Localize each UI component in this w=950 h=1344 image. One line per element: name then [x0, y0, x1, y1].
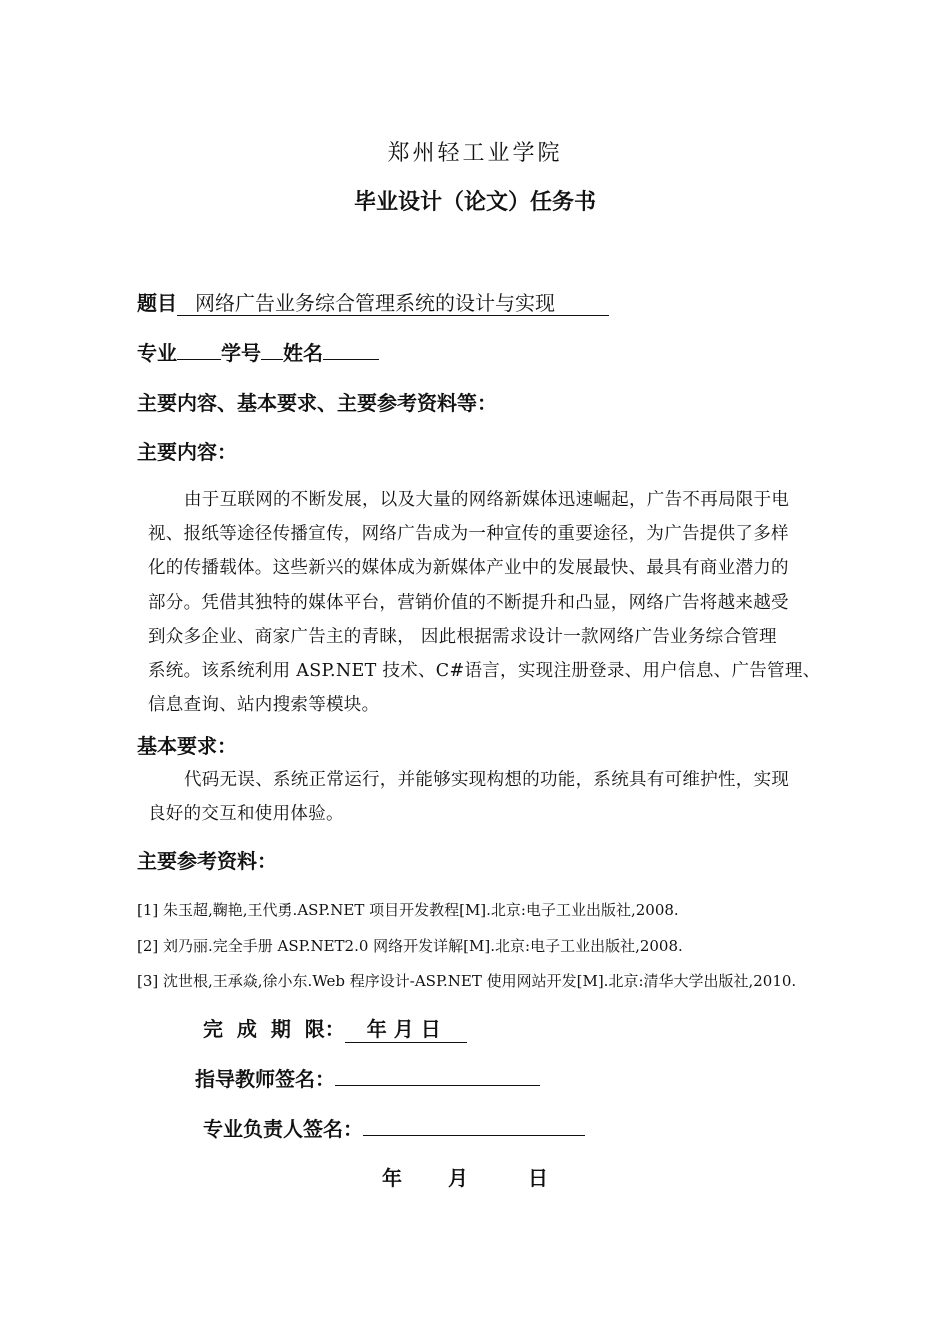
date-year: 年 [382, 1166, 402, 1190]
topic-row [137, 287, 609, 316]
reference-item: [3] 沈世根,王承焱,徐小东.Web 程序设计-ASP.NET 使用网站开发[M].北京:清华大学出版社,2010. [137, 972, 797, 990]
references-list [137, 893, 796, 1000]
requirements-line: 良好的交互和使用体验。 [148, 804, 344, 825]
content-line: 由于互联网的不断发展，以及大量的网络新媒体迅速崛起，广告不再局限于电 [184, 490, 790, 510]
deadline-row [203, 1013, 467, 1043]
content-heading: 主要内容： [137, 440, 237, 464]
school-name: 郑州轻工业学院 [387, 141, 563, 166]
references-heading: 主要参考资料： [137, 849, 277, 873]
advisor-signature-label: 指导教师签名： [195, 1067, 335, 1091]
requirements-heading: 基本要求： [137, 734, 237, 758]
name-blank [323, 339, 379, 360]
content-paragraph [148, 483, 848, 722]
topic-label: 题目 [137, 291, 177, 315]
section-heading-main: 主要内容、基本要求、主要参考资料等： [137, 391, 497, 415]
name-label: 姓名 [283, 341, 323, 365]
advisor-signature-row [195, 1063, 540, 1092]
date-month: 月 [448, 1166, 468, 1190]
content-line: 化的传播载体。这些新兴的媒体成为新媒体产业中的发展最快、最具有商业潜力的 [148, 558, 789, 579]
content-line: 视、报纸等途径传播宣传，网络广告成为一种宣传的重要途径，为广告提供了多样 [148, 524, 789, 545]
topic-value: 网络广告业务综合管理系统的设计与实现 [177, 291, 609, 316]
content-line: 到众多企业、商家广告主的青睐， 因此根据需求设计一款网络广告业务综合管理 [148, 626, 777, 647]
student-id-label: 学号 [221, 341, 261, 365]
student-id-blank [261, 339, 283, 360]
requirements-line: 代码无误、系统正常运行，并能够实现构想的功能，系统具有可维护性，实现 [184, 770, 790, 790]
requirements-paragraph [148, 763, 848, 831]
reference-item: [1] 朱玉超,鞠艳,王代勇.ASP.NET 项目开发教程[M].北京:电子工业出版社,2008. [137, 901, 679, 919]
deadline-value: 年 月 日 [345, 1013, 467, 1043]
document-title: 毕业设计（论文）任务书 [353, 190, 596, 215]
major-label: 专业 [137, 341, 177, 365]
reference-item: [2] 刘乃丽.完全手册 ASP.NET2.0 网络开发详解[M].北京:电子工业出版社,2008. [137, 936, 683, 955]
advisor-signature-line [335, 1065, 540, 1086]
major-blank [177, 339, 221, 360]
content-line: 部分。凭借其独特的媒体平台，营销价值的不断提升和凸显，网络广告将越来越受 [148, 592, 789, 613]
deadline-label: 完 成 期 限： [203, 1017, 345, 1041]
content-line: 信息查询、站内搜索等模块。 [148, 695, 380, 716]
content-line: 系统。该系统利用 ASP.NET 技术、C#语言，实现注册登录、用户信息、广告管理、 [148, 661, 821, 682]
director-signature-row [203, 1113, 585, 1142]
director-signature-line [363, 1115, 585, 1136]
student-info-row [137, 337, 379, 366]
date-day: 日 [528, 1166, 548, 1190]
director-signature-label: 专业负责人签名： [203, 1117, 363, 1141]
signature-date [382, 1162, 548, 1191]
